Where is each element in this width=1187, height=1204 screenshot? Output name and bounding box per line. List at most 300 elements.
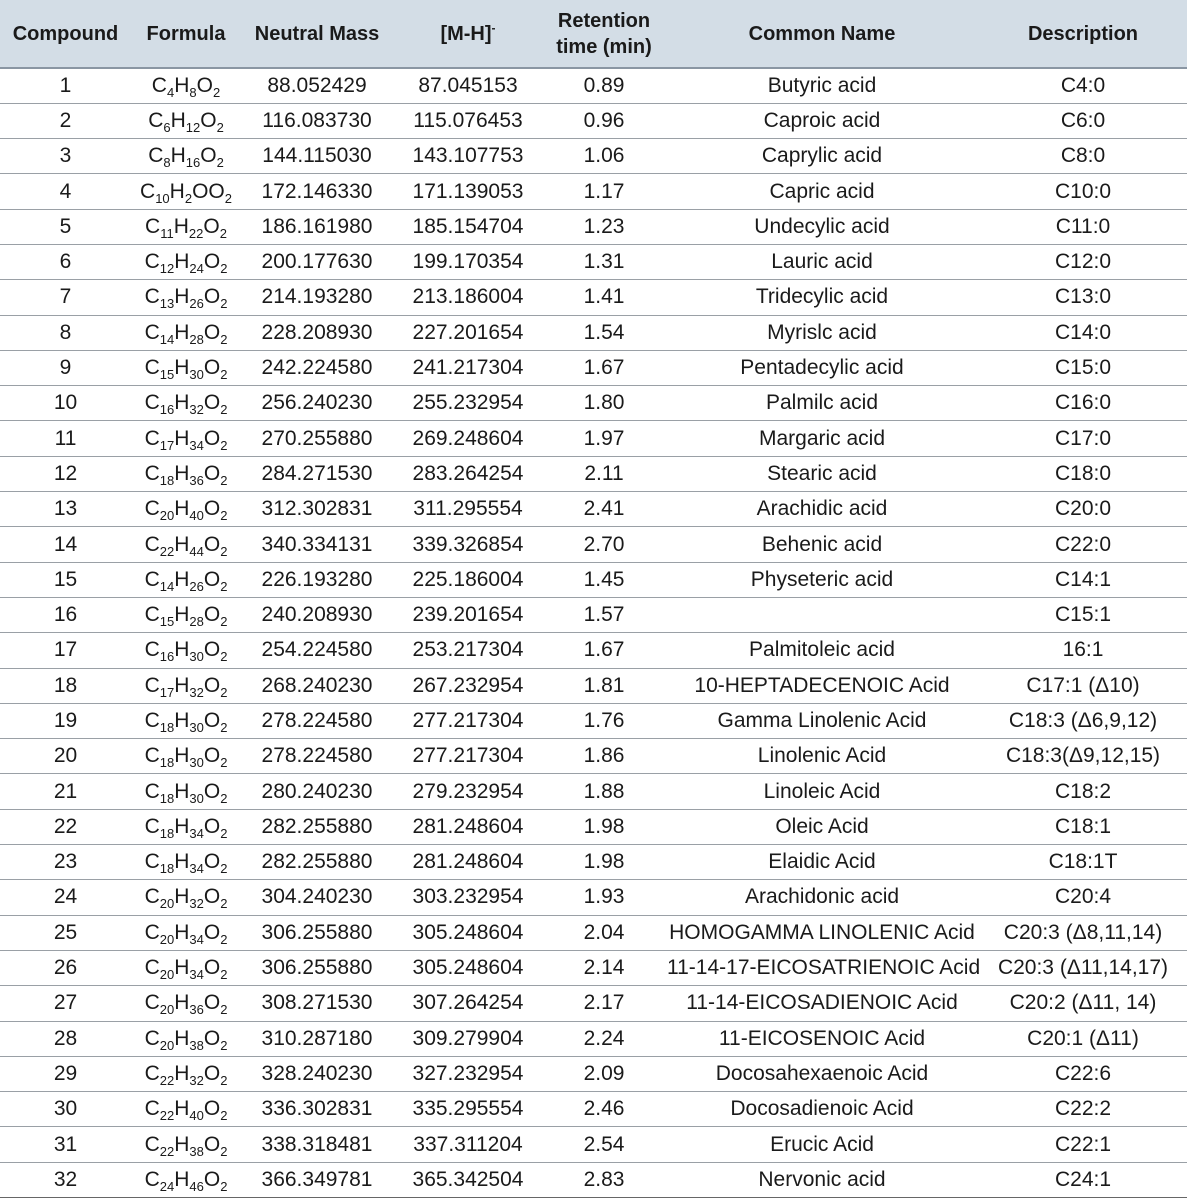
header-retention-time	[543, 0, 665, 68]
cell-common-name: HOMOGAMMA LINOLENIC Acid	[665, 915, 979, 950]
cell-compound: 6	[0, 244, 131, 279]
table-row	[0, 209, 1187, 244]
cell-formula	[131, 174, 241, 209]
cell-formula	[131, 209, 241, 244]
formula-subscript: 26	[189, 296, 204, 312]
formula-element: C	[144, 1026, 160, 1050]
cell-common-name: Gamma Linolenic Acid	[665, 703, 979, 738]
cell-retention-time: 1.93	[543, 880, 665, 915]
table-row	[0, 456, 1187, 491]
cell-retention-time: 1.31	[543, 244, 665, 279]
cell-compound: 31	[0, 1127, 131, 1162]
cell-formula	[131, 492, 241, 527]
formula-element: H	[174, 779, 190, 803]
header-description: Description	[979, 0, 1187, 68]
formula-subscript: 20	[159, 1037, 175, 1053]
cell-formula	[131, 1127, 241, 1162]
formula-element: C	[148, 144, 164, 168]
header-row	[0, 0, 1187, 68]
formula-subscript: 24	[189, 261, 204, 277]
cell-description: C13:0	[979, 280, 1187, 315]
cell-neutral-mass: 88.052429	[241, 68, 393, 103]
cell-formula	[131, 1056, 241, 1091]
cell-description: C18:1T	[979, 845, 1187, 880]
cell-neutral-mass: 338.318481	[241, 1127, 393, 1162]
cell-description: C15:0	[979, 350, 1187, 385]
formula-element: H	[174, 285, 190, 309]
cell-neutral-mass: 254.224580	[241, 633, 393, 668]
formula-element: C	[151, 73, 167, 97]
formula-subscript: 15	[159, 367, 175, 383]
formula-element: H	[174, 1026, 190, 1050]
formula-element: C	[140, 179, 156, 203]
formula-element: O	[203, 708, 221, 732]
cell-compound: 21	[0, 774, 131, 809]
formula-element: C	[144, 320, 160, 344]
formula-subscript: 2	[220, 508, 228, 524]
cell-common-name: Myrislc acid	[665, 315, 979, 350]
formula-subscript: 10	[155, 190, 170, 206]
formula-subscript: 6	[163, 119, 171, 135]
cell-neutral-mass: 304.240230	[241, 880, 393, 915]
formula-element: O	[203, 1026, 221, 1050]
cell-retention-time: 1.67	[543, 633, 665, 668]
cell-mh: 269.248604	[393, 421, 543, 456]
table-row	[0, 139, 1187, 174]
cell-neutral-mass: 282.255880	[241, 809, 393, 844]
formula-subscript: 32	[189, 684, 204, 700]
table-row	[0, 1127, 1187, 1162]
cell-mh: 311.295554	[393, 492, 543, 527]
cell-description: C20:3 (Δ8,11,14)	[979, 915, 1187, 950]
formula-element: O	[203, 1132, 221, 1156]
cell-formula	[131, 845, 241, 880]
formula-subscript: 2	[220, 614, 228, 630]
cell-common-name: Oleic Acid	[665, 809, 979, 844]
formula-element: H	[174, 920, 190, 944]
cell-description: C20:4	[979, 880, 1187, 915]
cell-compound: 4	[0, 174, 131, 209]
formula-element: C	[144, 885, 160, 909]
cell-retention-time: 1.57	[543, 597, 665, 632]
table-row	[0, 315, 1187, 350]
table-row	[0, 1021, 1187, 1056]
table-row	[0, 880, 1187, 915]
formula-subscript: 38	[189, 1143, 204, 1159]
cell-retention-time: 1.54	[543, 315, 665, 350]
header-compound: Compound	[0, 0, 131, 68]
formula-element: C	[144, 673, 160, 697]
formula-subscript: 20	[159, 1002, 175, 1018]
formula-subscript: 20	[159, 931, 175, 947]
cell-description: C24:1	[979, 1162, 1187, 1197]
formula-subscript: 34	[189, 967, 204, 983]
cell-common-name: Erucic Acid	[665, 1127, 979, 1162]
cell-description: C22:6	[979, 1056, 1187, 1091]
formula-element: O	[203, 461, 221, 485]
cell-retention-time: 2.46	[543, 1092, 665, 1127]
formula-element: O	[203, 532, 221, 556]
cell-formula	[131, 950, 241, 985]
formula-element: O	[200, 144, 217, 168]
formula-subscript: 17	[159, 437, 175, 453]
cell-formula	[131, 668, 241, 703]
formula-subscript: 2	[220, 1143, 228, 1159]
cell-compound: 11	[0, 421, 131, 456]
formula-subscript: 30	[189, 649, 204, 665]
formula-element: C	[144, 920, 160, 944]
cell-retention-time: 1.80	[543, 386, 665, 421]
cell-retention-time: 2.24	[543, 1021, 665, 1056]
formula-element: C	[144, 1097, 160, 1121]
cell-neutral-mass: 308.271530	[241, 986, 393, 1021]
cell-retention-time: 1.88	[543, 774, 665, 809]
table-body	[0, 68, 1187, 1198]
cell-neutral-mass: 144.115030	[241, 139, 393, 174]
formula-subscript: 20	[159, 508, 175, 524]
cell-neutral-mass: 280.240230	[241, 774, 393, 809]
formula-element: H	[174, 356, 190, 380]
table-row	[0, 280, 1187, 315]
formula-subscript: 2	[220, 825, 228, 841]
formula-subscript: 2	[220, 1178, 228, 1194]
formula-element: O	[203, 638, 221, 662]
formula-element: O	[203, 1097, 221, 1121]
cell-mh: 365.342504	[393, 1162, 543, 1197]
cell-formula	[131, 915, 241, 950]
header-neutral-mass: Neutral Mass	[241, 0, 393, 68]
formula-subscript: 2	[220, 755, 228, 771]
formula-element: H	[174, 567, 190, 591]
formula-element: C	[144, 497, 160, 521]
cell-retention-time: 2.54	[543, 1127, 665, 1162]
cell-neutral-mass: 328.240230	[241, 1056, 393, 1091]
cell-neutral-mass: 366.349781	[241, 1162, 393, 1197]
cell-description: C12:0	[979, 244, 1187, 279]
cell-common-name: 11-14-17-EICOSATRIENOIC Acid	[665, 950, 979, 985]
formula-element: H	[174, 1132, 190, 1156]
formula-subscript: 38	[189, 1037, 204, 1053]
formula-subscript: 20	[159, 967, 175, 983]
cell-formula	[131, 703, 241, 738]
formula-subscript: 22	[159, 543, 175, 559]
cell-retention-time: 2.04	[543, 915, 665, 950]
cell-formula	[131, 1162, 241, 1197]
cell-formula	[131, 139, 241, 174]
cell-compound: 5	[0, 209, 131, 244]
formula-element: C	[144, 532, 160, 556]
table-row	[0, 915, 1187, 950]
cell-common-name: Elaidic Acid	[665, 845, 979, 880]
formula-subscript: 18	[159, 825, 175, 841]
cell-description: C15:1	[979, 597, 1187, 632]
formula-subscript: 32	[189, 402, 204, 418]
cell-retention-time: 1.41	[543, 280, 665, 315]
cell-neutral-mass: 186.161980	[241, 209, 393, 244]
formula-element: O	[203, 779, 221, 803]
cell-neutral-mass: 200.177630	[241, 244, 393, 279]
cell-description: C20:2 (Δ11, 14)	[979, 986, 1187, 1021]
cell-neutral-mass: 228.208930	[241, 315, 393, 350]
formula-element: O	[203, 356, 221, 380]
formula-element: C	[144, 638, 160, 662]
formula-subscript: 14	[159, 331, 175, 347]
cell-retention-time: 0.96	[543, 103, 665, 138]
cell-mh: 185.154704	[393, 209, 543, 244]
cell-common-name: Arachidic acid	[665, 492, 979, 527]
cell-compound: 18	[0, 668, 131, 703]
formula-subscript: 2	[220, 402, 228, 418]
table-row	[0, 103, 1187, 138]
formula-subscript: 2	[224, 190, 232, 206]
formula-element: C	[144, 250, 160, 274]
formula-subscript: 12	[159, 261, 175, 277]
formula-element: H	[174, 991, 190, 1015]
cell-formula	[131, 244, 241, 279]
cell-description: C6:0	[979, 103, 1187, 138]
cell-formula	[131, 68, 241, 103]
formula-element: O	[203, 814, 221, 838]
formula-element: H	[174, 1097, 190, 1121]
cell-compound: 26	[0, 950, 131, 985]
cell-compound: 30	[0, 1092, 131, 1127]
formula-element: H	[174, 850, 190, 874]
table-header	[0, 0, 1187, 68]
formula-element: H	[174, 1061, 190, 1085]
cell-common-name: Tridecylic acid	[665, 280, 979, 315]
cell-mh: 309.279904	[393, 1021, 543, 1056]
table-row	[0, 386, 1187, 421]
formula-element: O	[203, 920, 221, 944]
cell-description: C4:0	[979, 68, 1187, 103]
formula-subscript: 20	[159, 896, 175, 912]
formula-subscript: 2	[220, 1002, 228, 1018]
cell-formula	[131, 350, 241, 385]
cell-formula	[131, 739, 241, 774]
cell-compound: 28	[0, 1021, 131, 1056]
cell-formula	[131, 1021, 241, 1056]
formula-element: C	[144, 1061, 160, 1085]
formula-subscript: 22	[159, 1072, 175, 1088]
formula-element: O	[203, 673, 221, 697]
formula-element: O	[203, 391, 221, 415]
cell-neutral-mass: 240.208930	[241, 597, 393, 632]
cell-formula	[131, 386, 241, 421]
formula-subscript: 2	[216, 155, 224, 171]
table-row	[0, 739, 1187, 774]
formula-subscript: 22	[159, 1143, 175, 1159]
formula-subscript: 2	[220, 1037, 228, 1053]
cell-neutral-mass: 306.255880	[241, 915, 393, 950]
formula-subscript: 16	[185, 155, 201, 171]
formula-subscript: 2	[220, 896, 228, 912]
table-row	[0, 492, 1187, 527]
formula-element: H	[174, 320, 190, 344]
formula-subscript: 30	[189, 367, 204, 383]
formula-element: O	[203, 567, 221, 591]
cell-mh: 307.264254	[393, 986, 543, 1021]
cell-compound: 23	[0, 845, 131, 880]
cell-mh: 305.248604	[393, 915, 543, 950]
formula-subscript: 30	[189, 790, 204, 806]
formula-subscript: 18	[159, 719, 175, 735]
cell-common-name: 10-HEPTADECENOIC Acid	[665, 668, 979, 703]
cell-common-name: Undecylic acid	[665, 209, 979, 244]
formula-element: H	[174, 673, 190, 697]
cell-neutral-mass: 226.193280	[241, 562, 393, 597]
formula-subscript: 24	[159, 1178, 175, 1194]
formula-element: O	[203, 1167, 221, 1191]
formula-element: H	[174, 250, 190, 274]
formula-element: C	[144, 991, 160, 1015]
formula-element: H	[169, 179, 185, 203]
formula-element: C	[144, 1132, 160, 1156]
formula-element: C	[144, 603, 160, 627]
cell-neutral-mass: 214.193280	[241, 280, 393, 315]
cell-description: C20:1 (Δ11)	[979, 1021, 1187, 1056]
formula-subscript: 2	[220, 578, 228, 594]
cell-common-name: Linoleic Acid	[665, 774, 979, 809]
formula-subscript: 40	[189, 1108, 204, 1124]
cell-description: C16:0	[979, 386, 1187, 421]
header-formula: Formula	[131, 0, 241, 68]
formula-element: O	[200, 108, 217, 132]
formula-subscript: 22	[188, 225, 204, 241]
formula-element: C	[148, 108, 164, 132]
header-retention-line2: time (min)	[556, 35, 652, 58]
cell-description: C17:1 (Δ10)	[979, 668, 1187, 703]
formula-element: OO	[192, 179, 225, 203]
cell-formula	[131, 280, 241, 315]
formula-element: C	[144, 779, 160, 803]
cell-compound: 9	[0, 350, 131, 385]
formula-subscript: 32	[189, 1072, 204, 1088]
formula-element: C	[144, 567, 160, 591]
formula-subscript: 26	[189, 578, 204, 594]
cell-compound: 16	[0, 597, 131, 632]
cell-mh: 281.248604	[393, 809, 543, 844]
cell-retention-time: 2.17	[543, 986, 665, 1021]
table-row	[0, 668, 1187, 703]
formula-element: H	[174, 885, 190, 909]
table-row	[0, 597, 1187, 632]
formula-element: O	[203, 603, 221, 627]
cell-retention-time: 1.81	[543, 668, 665, 703]
cell-mh: 335.295554	[393, 1092, 543, 1127]
cell-mh: 225.186004	[393, 562, 543, 597]
formula-element: C	[144, 708, 160, 732]
formula-subscript: 30	[189, 755, 204, 771]
formula-subscript: 18	[159, 755, 175, 771]
cell-mh: 253.217304	[393, 633, 543, 668]
formula-subscript: 16	[159, 402, 175, 418]
formula-subscript: 18	[159, 861, 175, 877]
table-row	[0, 68, 1187, 103]
cell-retention-time: 1.45	[543, 562, 665, 597]
formula-subscript: 2	[220, 967, 228, 983]
table-row	[0, 986, 1187, 1021]
table-row	[0, 845, 1187, 880]
cell-neutral-mass: 172.146330	[241, 174, 393, 209]
formula-element: O	[203, 956, 221, 980]
cell-neutral-mass: 312.302831	[241, 492, 393, 527]
formula-subscript: 2	[216, 119, 224, 135]
cell-retention-time: 1.98	[543, 809, 665, 844]
cell-retention-time: 1.17	[543, 174, 665, 209]
cell-compound: 3	[0, 139, 131, 174]
cell-common-name: Margaric acid	[665, 421, 979, 456]
cell-mh: 227.201654	[393, 315, 543, 350]
formula-element: C	[144, 356, 160, 380]
cell-compound: 25	[0, 915, 131, 950]
cell-formula	[131, 562, 241, 597]
formula-subscript: 36	[189, 472, 204, 488]
formula-subscript: 2	[220, 1072, 228, 1088]
cell-mh: 281.248604	[393, 845, 543, 880]
cell-mh: 327.232954	[393, 1056, 543, 1091]
cell-retention-time: 1.98	[543, 845, 665, 880]
formula-element: O	[203, 285, 221, 309]
cell-description: C11:0	[979, 209, 1187, 244]
formula-subscript: 2	[220, 719, 228, 735]
formula-subscript: 36	[189, 1002, 204, 1018]
formula-element: O	[203, 214, 220, 238]
formula-element: C	[144, 744, 160, 768]
formula-subscript: 13	[159, 296, 175, 312]
cell-retention-time: 1.97	[543, 421, 665, 456]
formula-element: O	[203, 885, 221, 909]
formula-subscript: 2	[212, 84, 221, 100]
cell-compound: 8	[0, 315, 131, 350]
formula-element: H	[174, 603, 190, 627]
cell-mh: 115.076453	[393, 103, 543, 138]
cell-formula	[131, 103, 241, 138]
formula-element: H	[174, 956, 190, 980]
formula-element: C	[144, 461, 160, 485]
cell-retention-time: 2.09	[543, 1056, 665, 1091]
cell-compound: 14	[0, 527, 131, 562]
formula-subscript: 44	[189, 543, 204, 559]
cell-retention-time: 2.11	[543, 456, 665, 491]
formula-element: H	[174, 391, 190, 415]
formula-element: C	[144, 1167, 160, 1191]
cell-description: C22:2	[979, 1092, 1187, 1127]
cell-description: C10:0	[979, 174, 1187, 209]
table-row	[0, 350, 1187, 385]
formula-element: H	[174, 73, 190, 97]
formula-subscript: 8	[189, 84, 197, 100]
formula-subscript: 28	[189, 614, 204, 630]
table-row	[0, 774, 1187, 809]
cell-mh: 239.201654	[393, 597, 543, 632]
cell-mh: 305.248604	[393, 950, 543, 985]
formula-element: H	[174, 1167, 190, 1191]
cell-common-name: Stearic acid	[665, 456, 979, 491]
cell-description: C20:3 (Δ11,14,17)	[979, 950, 1187, 985]
cell-formula	[131, 597, 241, 632]
cell-formula	[131, 633, 241, 668]
cell-description: C18:0	[979, 456, 1187, 491]
cell-common-name: Pentadecylic acid	[665, 350, 979, 385]
cell-mh: 199.170354	[393, 244, 543, 279]
formula-element: H	[174, 426, 190, 450]
formula-element: O	[203, 497, 221, 521]
formula-subscript: 18	[159, 790, 175, 806]
formula-subscript: 8	[163, 155, 171, 171]
cell-common-name: Capric acid	[665, 174, 979, 209]
cell-neutral-mass: 270.255880	[241, 421, 393, 456]
cell-retention-time: 2.83	[543, 1162, 665, 1197]
